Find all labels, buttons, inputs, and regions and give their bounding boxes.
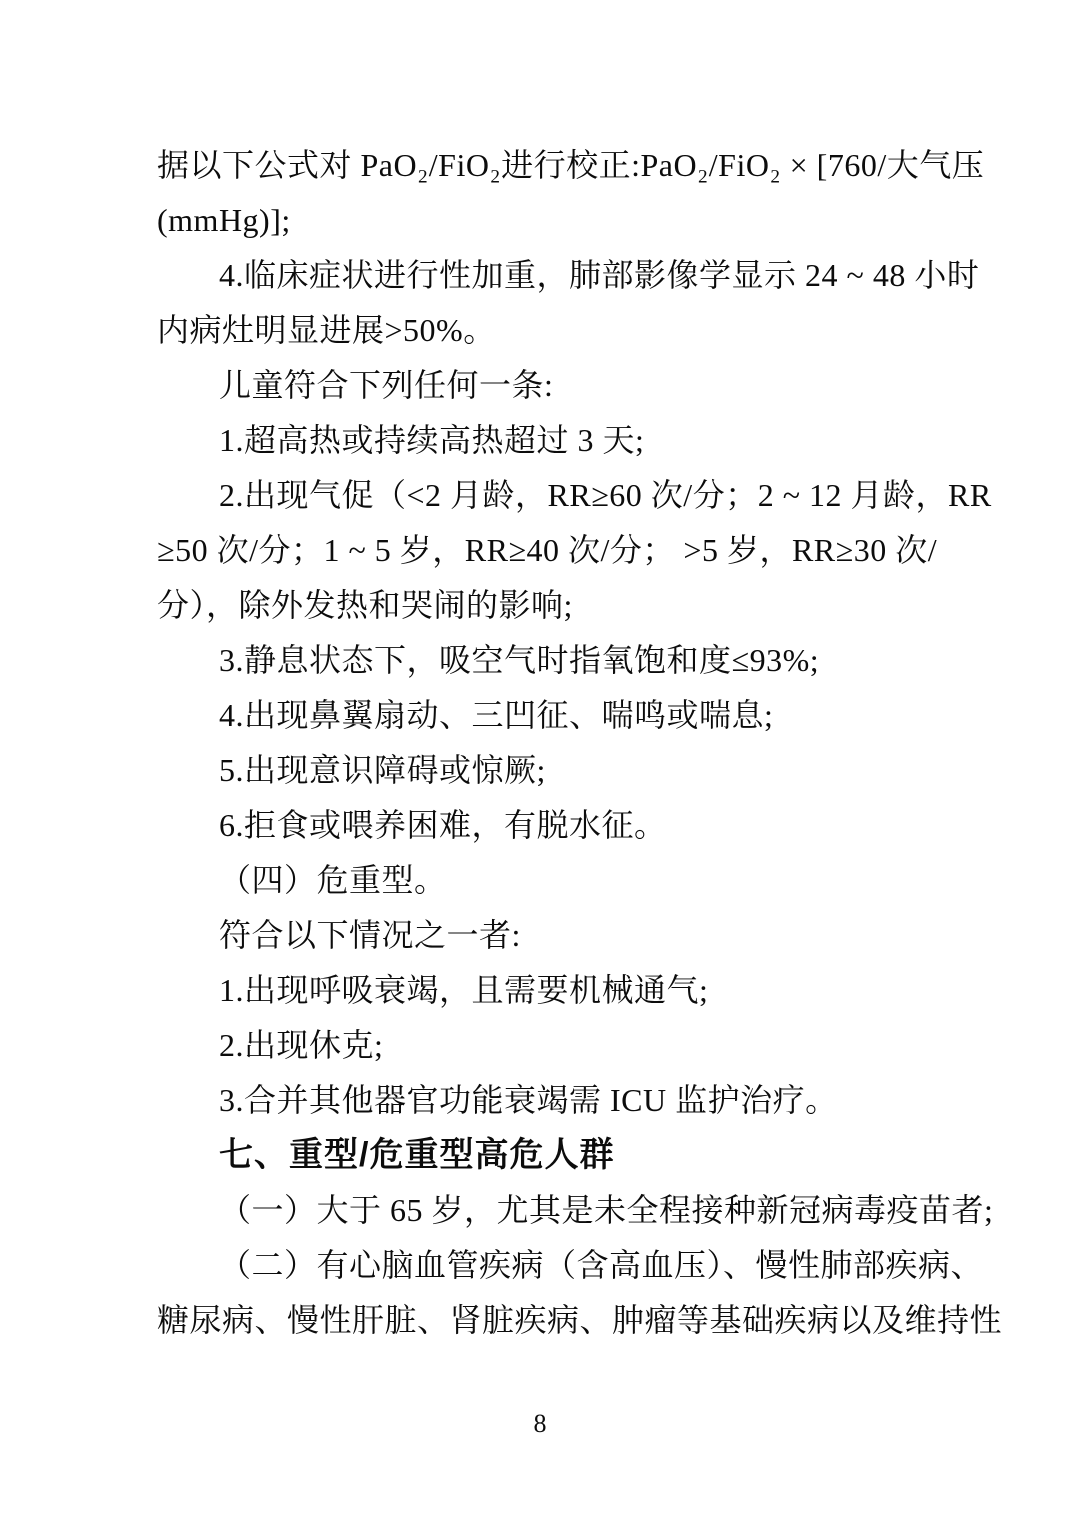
text-line: 内病灶明显进展>50%。 bbox=[157, 312, 496, 348]
text-line: （二）有心脑血管疾病（含高血压）、慢性肺部疾病、 bbox=[219, 1247, 984, 1283]
text-line: 2.出现气促（<2 月龄，RR≥60 次/分；2 ~ 12 月龄，RR bbox=[219, 477, 992, 513]
text-line: 1.超高热或持续高热超过 3 天; bbox=[219, 422, 645, 458]
text-line: 2.出现休克; bbox=[219, 1027, 384, 1063]
text-line: ≥50 次/分；1 ~ 5 岁，RR≥40 次/分； >5 岁，RR≥30 次/ bbox=[157, 532, 938, 568]
text-line: 5.出现意识障碍或惊厥; bbox=[219, 752, 546, 788]
text-line: 1.出现呼吸衰竭，且需要机械通气; bbox=[219, 972, 709, 1008]
text-line: 糖尿病、慢性肝脏、肾脏疾病、肿瘤等基础疾病以及维持性 bbox=[157, 1302, 1003, 1338]
text-line: (mmHg)]; bbox=[157, 202, 291, 238]
section-heading: 七、重型/危重型高危人群 bbox=[219, 1136, 615, 1174]
text-line: 6.拒食或喂养困难，有脱水征。 bbox=[219, 807, 667, 843]
text-line: 3.合并其他器官功能衰竭需 ICU 监护治疗。 bbox=[219, 1082, 838, 1118]
text-block bbox=[157, 138, 1003, 1348]
page-number: 8 bbox=[533, 1409, 547, 1438]
text-line: 4.出现鼻翼扇动、三凹征、喘鸣或喘息; bbox=[219, 697, 774, 733]
text-line: （一）大于 65 岁，尤其是未全程接种新冠病毒疫苗者; bbox=[219, 1192, 994, 1228]
text-line: 4.临床症状进行性加重，肺部影像学显示 24 ~ 48 小时 bbox=[219, 257, 980, 293]
text-line: 据以下公式对 PaO₂/FiO₂进行校正:PaO₂/FiO₂ × [760/大气压 bbox=[157, 147, 985, 183]
text-line: 儿童符合下列任何一条: bbox=[219, 367, 554, 403]
text-line: （四）危重型。 bbox=[219, 862, 447, 898]
text-line: 3.静息状态下，吸空气时指氧饱和度≤93%; bbox=[219, 642, 820, 678]
text-line: 符合以下情况之一者: bbox=[219, 917, 521, 953]
text-line: 分），除外发热和哭闹的影响; bbox=[157, 587, 573, 623]
